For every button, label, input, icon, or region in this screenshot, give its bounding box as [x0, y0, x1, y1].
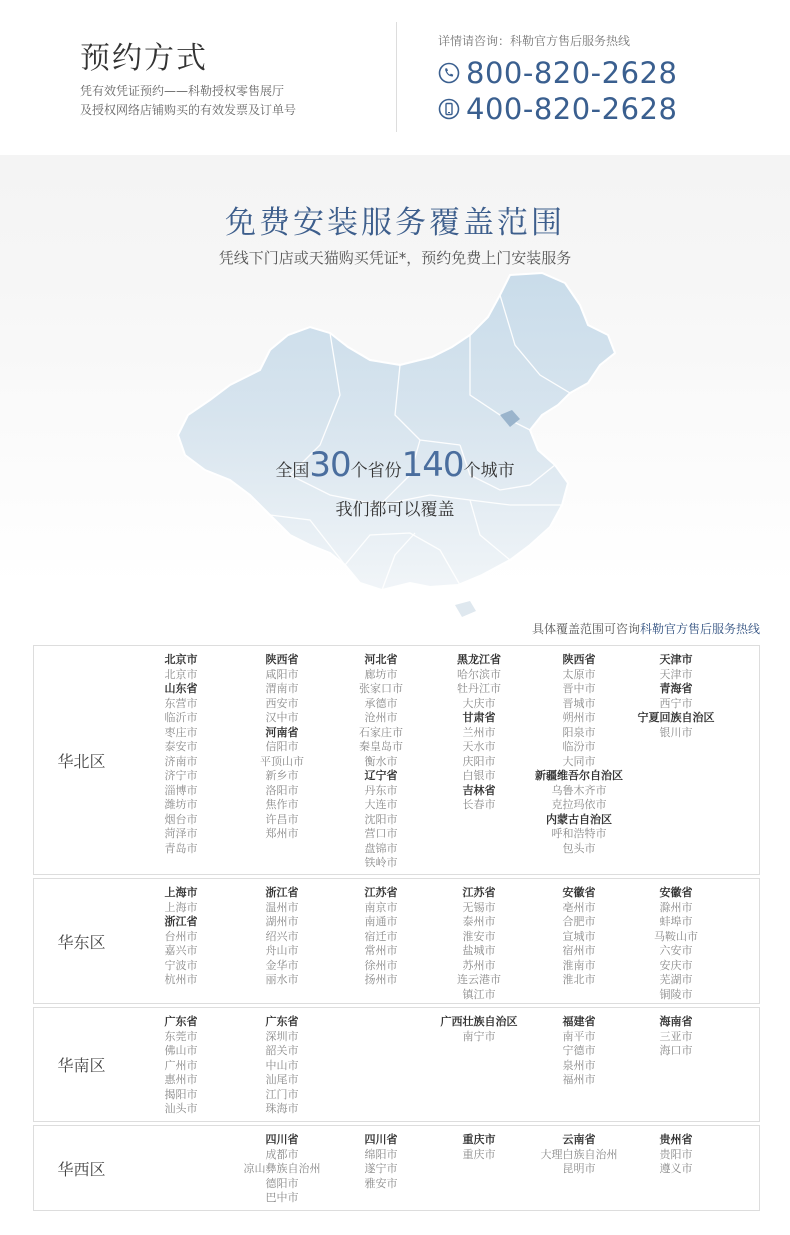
- city-name: 海口市: [659, 1044, 693, 1057]
- city-name: 韶关市: [265, 1044, 299, 1057]
- city-name: 白银市: [462, 769, 496, 782]
- province-heading: 四川省: [265, 1133, 299, 1146]
- city-name: 南平市: [562, 1029, 596, 1043]
- province-heading: 云南省: [562, 1133, 596, 1146]
- city-name: 汕尾市: [265, 1073, 299, 1086]
- city-name: 德阳市: [265, 1176, 299, 1190]
- city-name: 天水市: [462, 740, 496, 753]
- city-name: 遵义市: [659, 1162, 693, 1175]
- city-name: 太原市: [562, 667, 596, 681]
- city-name: 汉中市: [265, 711, 299, 724]
- region-label: 华西区: [57, 1159, 106, 1179]
- region-column: [222, 1015, 342, 1117]
- province-heading: 北京市: [164, 653, 198, 666]
- coverage-subtitle: 凭线下门店或天猫购买凭证*，预约免费上门安装服务: [218, 249, 572, 267]
- city-name: 大同市: [562, 754, 596, 768]
- city-name: 常州市: [364, 944, 398, 957]
- province-heading: 浙江省: [164, 915, 198, 928]
- coverage-stats: [0, 445, 790, 485]
- city-name: 宿州市: [562, 944, 596, 957]
- province-heading: 吉林省: [462, 783, 496, 797]
- city-name: 惠州市: [164, 1073, 198, 1086]
- city-name: 大庆市: [462, 696, 496, 710]
- city-name: 西安市: [265, 696, 299, 710]
- city-name: 六安市: [659, 944, 693, 957]
- city-name: 包头市: [562, 841, 596, 855]
- city-name: 秦皇岛市: [359, 740, 403, 753]
- city-name: 宁波市: [164, 958, 198, 972]
- city-name: 扬州市: [364, 973, 398, 986]
- city-name: 承德市: [364, 696, 398, 710]
- coverage-note-prefix: 具体覆盖范围可咨询: [531, 622, 640, 636]
- city-name: 无锡市: [462, 900, 496, 914]
- coverage-section: [0, 155, 790, 635]
- city-name: 温州市: [265, 900, 299, 914]
- city-name: 金华市: [265, 958, 299, 972]
- city-name: 西宁市: [659, 696, 693, 710]
- city-name: 铜陵市: [659, 987, 693, 1001]
- city-name: 庆阳市: [462, 754, 496, 768]
- city-name: 盐城市: [462, 944, 496, 957]
- city-name: 广州市: [164, 1058, 198, 1072]
- city-name: 绵阳市: [364, 1147, 398, 1161]
- province-heading: 江苏省: [364, 886, 398, 899]
- city-name: 上海市: [164, 900, 198, 914]
- city-name: 中山市: [265, 1058, 299, 1072]
- province-heading: 甘肃省: [462, 711, 496, 724]
- hotline-number-800[interactable]: 800-820-2628: [466, 56, 678, 90]
- city-name: 郑州市: [265, 827, 299, 840]
- city-name: 呼和浩特市: [551, 827, 607, 840]
- city-name: 江门市: [265, 1087, 299, 1101]
- city-name: 北京市: [164, 667, 198, 681]
- city-name: 大理白族自治州: [540, 1147, 618, 1161]
- city-name: 深圳市: [265, 1029, 299, 1043]
- city-name: 成都市: [265, 1147, 299, 1161]
- city-name: 廊坊市: [364, 667, 398, 681]
- stats-prefix: 全国: [275, 461, 310, 481]
- region-label: 华东区: [57, 932, 106, 952]
- city-name: 汕头市: [164, 1102, 198, 1115]
- city-name: 芜湖市: [659, 973, 693, 986]
- appointment-title: 预约方式: [80, 41, 208, 76]
- city-name: 临沂市: [164, 711, 198, 724]
- city-name: 渭南市: [265, 682, 299, 695]
- province-heading: 陕西省: [265, 653, 299, 666]
- city-name: 沈阳市: [364, 812, 398, 826]
- city-name: 焦作市: [265, 798, 299, 811]
- city-name: 贵阳市: [659, 1147, 693, 1161]
- city-name: 衡水市: [364, 754, 398, 768]
- province-heading: 河北省: [364, 653, 398, 666]
- province-heading: 江苏省: [462, 886, 496, 899]
- province-heading: 河南省: [265, 725, 299, 739]
- city-name: 淮南市: [562, 958, 596, 972]
- city-name: 镇江市: [462, 987, 496, 1001]
- city-name: 哈尔滨市: [457, 667, 501, 681]
- region-column: [616, 653, 736, 740]
- mobile-phone-row[interactable]: [438, 92, 677, 126]
- province-heading: 重庆市: [462, 1133, 496, 1146]
- city-name: 盘锦市: [364, 841, 398, 855]
- city-name: 潍坊市: [164, 798, 198, 811]
- city-name: 新乡市: [265, 769, 299, 782]
- appointment-header: [0, 0, 790, 155]
- header-divider: [396, 22, 397, 132]
- province-heading: 海南省: [659, 1015, 693, 1028]
- city-name: 三亚市: [659, 1029, 693, 1043]
- city-name: 宣城市: [562, 929, 596, 943]
- city-name: 兰州市: [462, 725, 496, 739]
- hotline-caption: 详情请咨询：科勒官方售后服务热线: [438, 34, 631, 48]
- city-name: 东莞市: [164, 1029, 198, 1043]
- city-name: 合肥市: [562, 915, 596, 928]
- city-name: 枣庄市: [164, 725, 198, 739]
- province-heading: 安徽省: [562, 886, 596, 899]
- city-name: 咸阳市: [265, 667, 299, 681]
- province-heading: 新疆维吾尔自治区: [535, 769, 623, 782]
- province-heading: 广东省: [164, 1015, 198, 1028]
- city-name: 揭阳市: [164, 1087, 198, 1101]
- city-name: 杭州市: [164, 973, 198, 986]
- city-name: 亳州市: [562, 900, 596, 914]
- region-table-east: [33, 878, 760, 1004]
- city-name: 银川市: [659, 725, 693, 739]
- city-name: 南京市: [364, 900, 398, 914]
- province-heading: 广东省: [265, 1015, 299, 1028]
- region-column: [616, 1015, 736, 1059]
- province-heading: 上海市: [164, 886, 198, 899]
- city-name: 长春市: [462, 798, 496, 811]
- city-name: 东营市: [164, 696, 198, 710]
- city-name: 佛山市: [164, 1044, 198, 1057]
- province-heading: 内蒙古自治区: [546, 812, 612, 826]
- cities-unit: 个城市: [463, 461, 515, 481]
- city-name: 大连市: [364, 798, 398, 811]
- province-heading: 广西壮族自治区: [440, 1015, 518, 1028]
- city-name: 沧州市: [364, 711, 398, 724]
- appointment-subtitle-line2: 及授权网络店铺购买的有效发票及订单号: [80, 103, 297, 117]
- city-name: 铁岭市: [364, 856, 398, 869]
- region-table-north: [33, 645, 760, 875]
- city-name: 淮安市: [462, 929, 496, 943]
- city-name: 菏泽市: [164, 827, 198, 840]
- city-name: 平顶山市: [260, 754, 304, 768]
- province-heading: 辽宁省: [364, 769, 398, 782]
- city-name: 丽水市: [265, 973, 299, 986]
- hotline-link[interactable]: 科勒官方售后服务热线: [639, 622, 760, 636]
- city-name: 泉州市: [562, 1058, 596, 1072]
- city-name: 乌鲁木齐市: [551, 783, 607, 797]
- hotline-phone-row[interactable]: [438, 56, 677, 90]
- city-name: 济南市: [164, 754, 198, 768]
- city-name: 湖州市: [265, 915, 299, 928]
- city-name: 台州市: [164, 929, 198, 943]
- city-name: 连云港市: [457, 973, 501, 986]
- city-name: 宁德市: [562, 1044, 596, 1057]
- city-name: 克拉玛依市: [551, 798, 607, 811]
- city-name: 福州市: [562, 1073, 596, 1086]
- region-table-south: [33, 1007, 760, 1122]
- province-heading: 青海省: [659, 682, 693, 695]
- region-label: 华北区: [57, 751, 106, 771]
- province-heading: 黑龙江省: [457, 653, 501, 666]
- mobile-phone-icon: [438, 98, 460, 120]
- city-name: 蚌埠市: [659, 915, 693, 928]
- provinces-unit: 个省份: [350, 461, 402, 481]
- provinces-count: 30: [309, 445, 351, 485]
- cities-count: 140: [401, 445, 464, 485]
- city-name: 南通市: [364, 915, 398, 928]
- city-name: 重庆市: [462, 1147, 496, 1161]
- city-name: 遂宁市: [364, 1162, 398, 1175]
- city-name: 许昌市: [265, 812, 299, 826]
- province-heading: 四川省: [364, 1133, 398, 1146]
- city-name: 雅安市: [364, 1176, 398, 1190]
- region-column: [616, 1133, 736, 1177]
- city-name: 绍兴市: [265, 929, 299, 943]
- region-column: [616, 886, 736, 1002]
- coverage-stats-line2: 我们都可以覆盖: [335, 500, 455, 520]
- coverage-note: [532, 620, 760, 637]
- city-name: 嘉兴市: [164, 944, 198, 957]
- province-heading: 福建省: [562, 1015, 596, 1028]
- city-name: 泰安市: [164, 740, 198, 753]
- city-name: 天津市: [659, 667, 693, 681]
- province-heading: 贵州省: [659, 1133, 693, 1146]
- province-heading: 宁夏回族自治区: [637, 711, 715, 724]
- city-name: 淮北市: [562, 973, 596, 986]
- hotline-number-400[interactable]: 400-820-2628: [466, 92, 678, 126]
- city-name: 滁州市: [659, 900, 693, 914]
- city-name: 张家口市: [359, 682, 403, 695]
- city-name: 马鞍山市: [654, 929, 698, 943]
- city-name: 晋城市: [562, 696, 596, 710]
- city-name: 牡丹江市: [457, 682, 501, 695]
- city-name: 洛阳市: [265, 783, 299, 797]
- city-name: 烟台市: [164, 812, 198, 826]
- appointment-subtitle-line1: 凭有效凭证预约——科勒授权零售展厅: [80, 84, 285, 98]
- city-name: 营口市: [364, 827, 398, 840]
- city-name: 晋中市: [562, 682, 596, 695]
- city-name: 丹东市: [364, 783, 398, 797]
- city-name: 南宁市: [462, 1029, 496, 1043]
- city-name: 徐州市: [364, 958, 398, 972]
- province-heading: 陕西省: [562, 653, 596, 666]
- region-label: 华南区: [57, 1056, 106, 1075]
- city-name: 苏州市: [462, 958, 496, 972]
- city-name: 石家庄市: [359, 725, 403, 739]
- city-name: 阳泉市: [562, 725, 596, 739]
- city-name: 泰州市: [462, 915, 496, 928]
- coverage-title: 免费安装服务覆盖范围: [225, 205, 565, 241]
- city-name: 昆明市: [562, 1162, 596, 1175]
- city-name: 珠海市: [265, 1102, 299, 1115]
- city-name: 宿迁市: [364, 929, 398, 943]
- city-name: 青岛市: [164, 841, 198, 855]
- phone-icon: [438, 62, 460, 84]
- city-name: 安庆市: [659, 958, 693, 972]
- province-heading: 山东省: [164, 682, 198, 695]
- city-name: 凉山彝族自治州: [243, 1162, 321, 1175]
- city-name: 临汾市: [562, 740, 596, 753]
- province-heading: 天津市: [659, 653, 693, 666]
- city-name: 巴中市: [265, 1191, 299, 1204]
- region-table-west: [33, 1125, 760, 1211]
- city-name: 舟山市: [265, 944, 299, 957]
- city-name: 朔州市: [562, 711, 596, 724]
- city-name: 济宁市: [164, 769, 198, 782]
- city-name: 信阳市: [265, 740, 299, 753]
- province-heading: 安徽省: [659, 886, 693, 899]
- province-heading: 浙江省: [265, 886, 299, 899]
- city-name: 淄博市: [164, 783, 198, 797]
